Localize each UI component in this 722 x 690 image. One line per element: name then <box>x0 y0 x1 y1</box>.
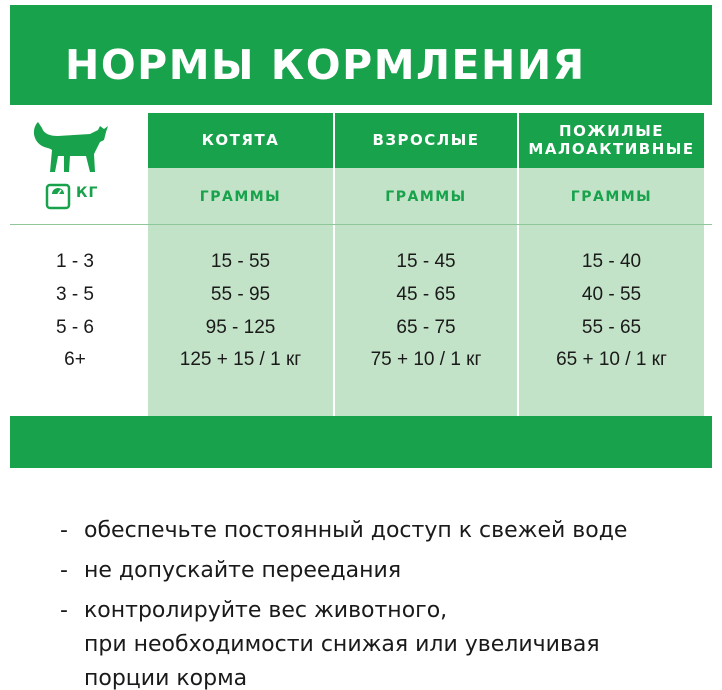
note-item: - обеспечьте постоянный доступ к свежей воде <box>60 518 628 543</box>
title-banner <box>10 5 712 105</box>
value-cell: 15 - 55 <box>210 251 271 272</box>
value-cell: 75 + 10 / 1 кг <box>370 349 482 370</box>
scale-icon <box>45 182 71 210</box>
value-cell: 65 + 10 / 1 кг <box>556 349 667 370</box>
weight-cell: 6+ <box>64 349 86 370</box>
weight-cell: 3 - 5 <box>55 284 95 305</box>
value-cell: 45 - 65 <box>396 284 456 305</box>
unit-label-senior: ГРАММЫ <box>570 189 653 205</box>
note-item: - не допускайте переедания <box>60 558 402 583</box>
value-cell: 95 - 125 <box>205 317 276 338</box>
table-footer-bar <box>10 416 712 468</box>
feeding-notes <box>60 514 710 690</box>
cat-icon <box>28 114 118 176</box>
column-header-kittens: КОТЯТА <box>148 113 333 168</box>
value-cell: 55 - 65 <box>581 317 642 338</box>
weight-cell: 1 - 3 <box>55 251 95 272</box>
value-cell: 40 - 55 <box>581 284 642 305</box>
value-cell: 15 - 40 <box>581 251 642 272</box>
value-cell: 125 + 15 / 1 кг <box>179 349 302 370</box>
value-cell: 15 - 45 <box>396 251 456 272</box>
header-divider <box>10 224 712 225</box>
value-cell: 65 - 75 <box>396 317 456 338</box>
unit-label-kittens: ГРАММЫ <box>199 189 282 205</box>
unit-label-adults: ГРАММЫ <box>385 189 467 205</box>
column-header-senior: ПОЖИЛЫЕ МАЛОАКТИВНЫЕ <box>519 113 704 168</box>
weight-unit-label: КГ <box>76 185 99 201</box>
note-item: - контролируйте вес животного, при необходимости снижая или увеличивая порции корма <box>60 598 600 690</box>
value-cell: 55 - 95 <box>210 284 271 305</box>
weight-cell: 5 - 6 <box>55 317 95 338</box>
column-header-adults: ВЗРОСЛЫЕ <box>335 113 517 168</box>
page-title: НОРМЫ КОРМЛЕНИЯ <box>65 41 586 89</box>
